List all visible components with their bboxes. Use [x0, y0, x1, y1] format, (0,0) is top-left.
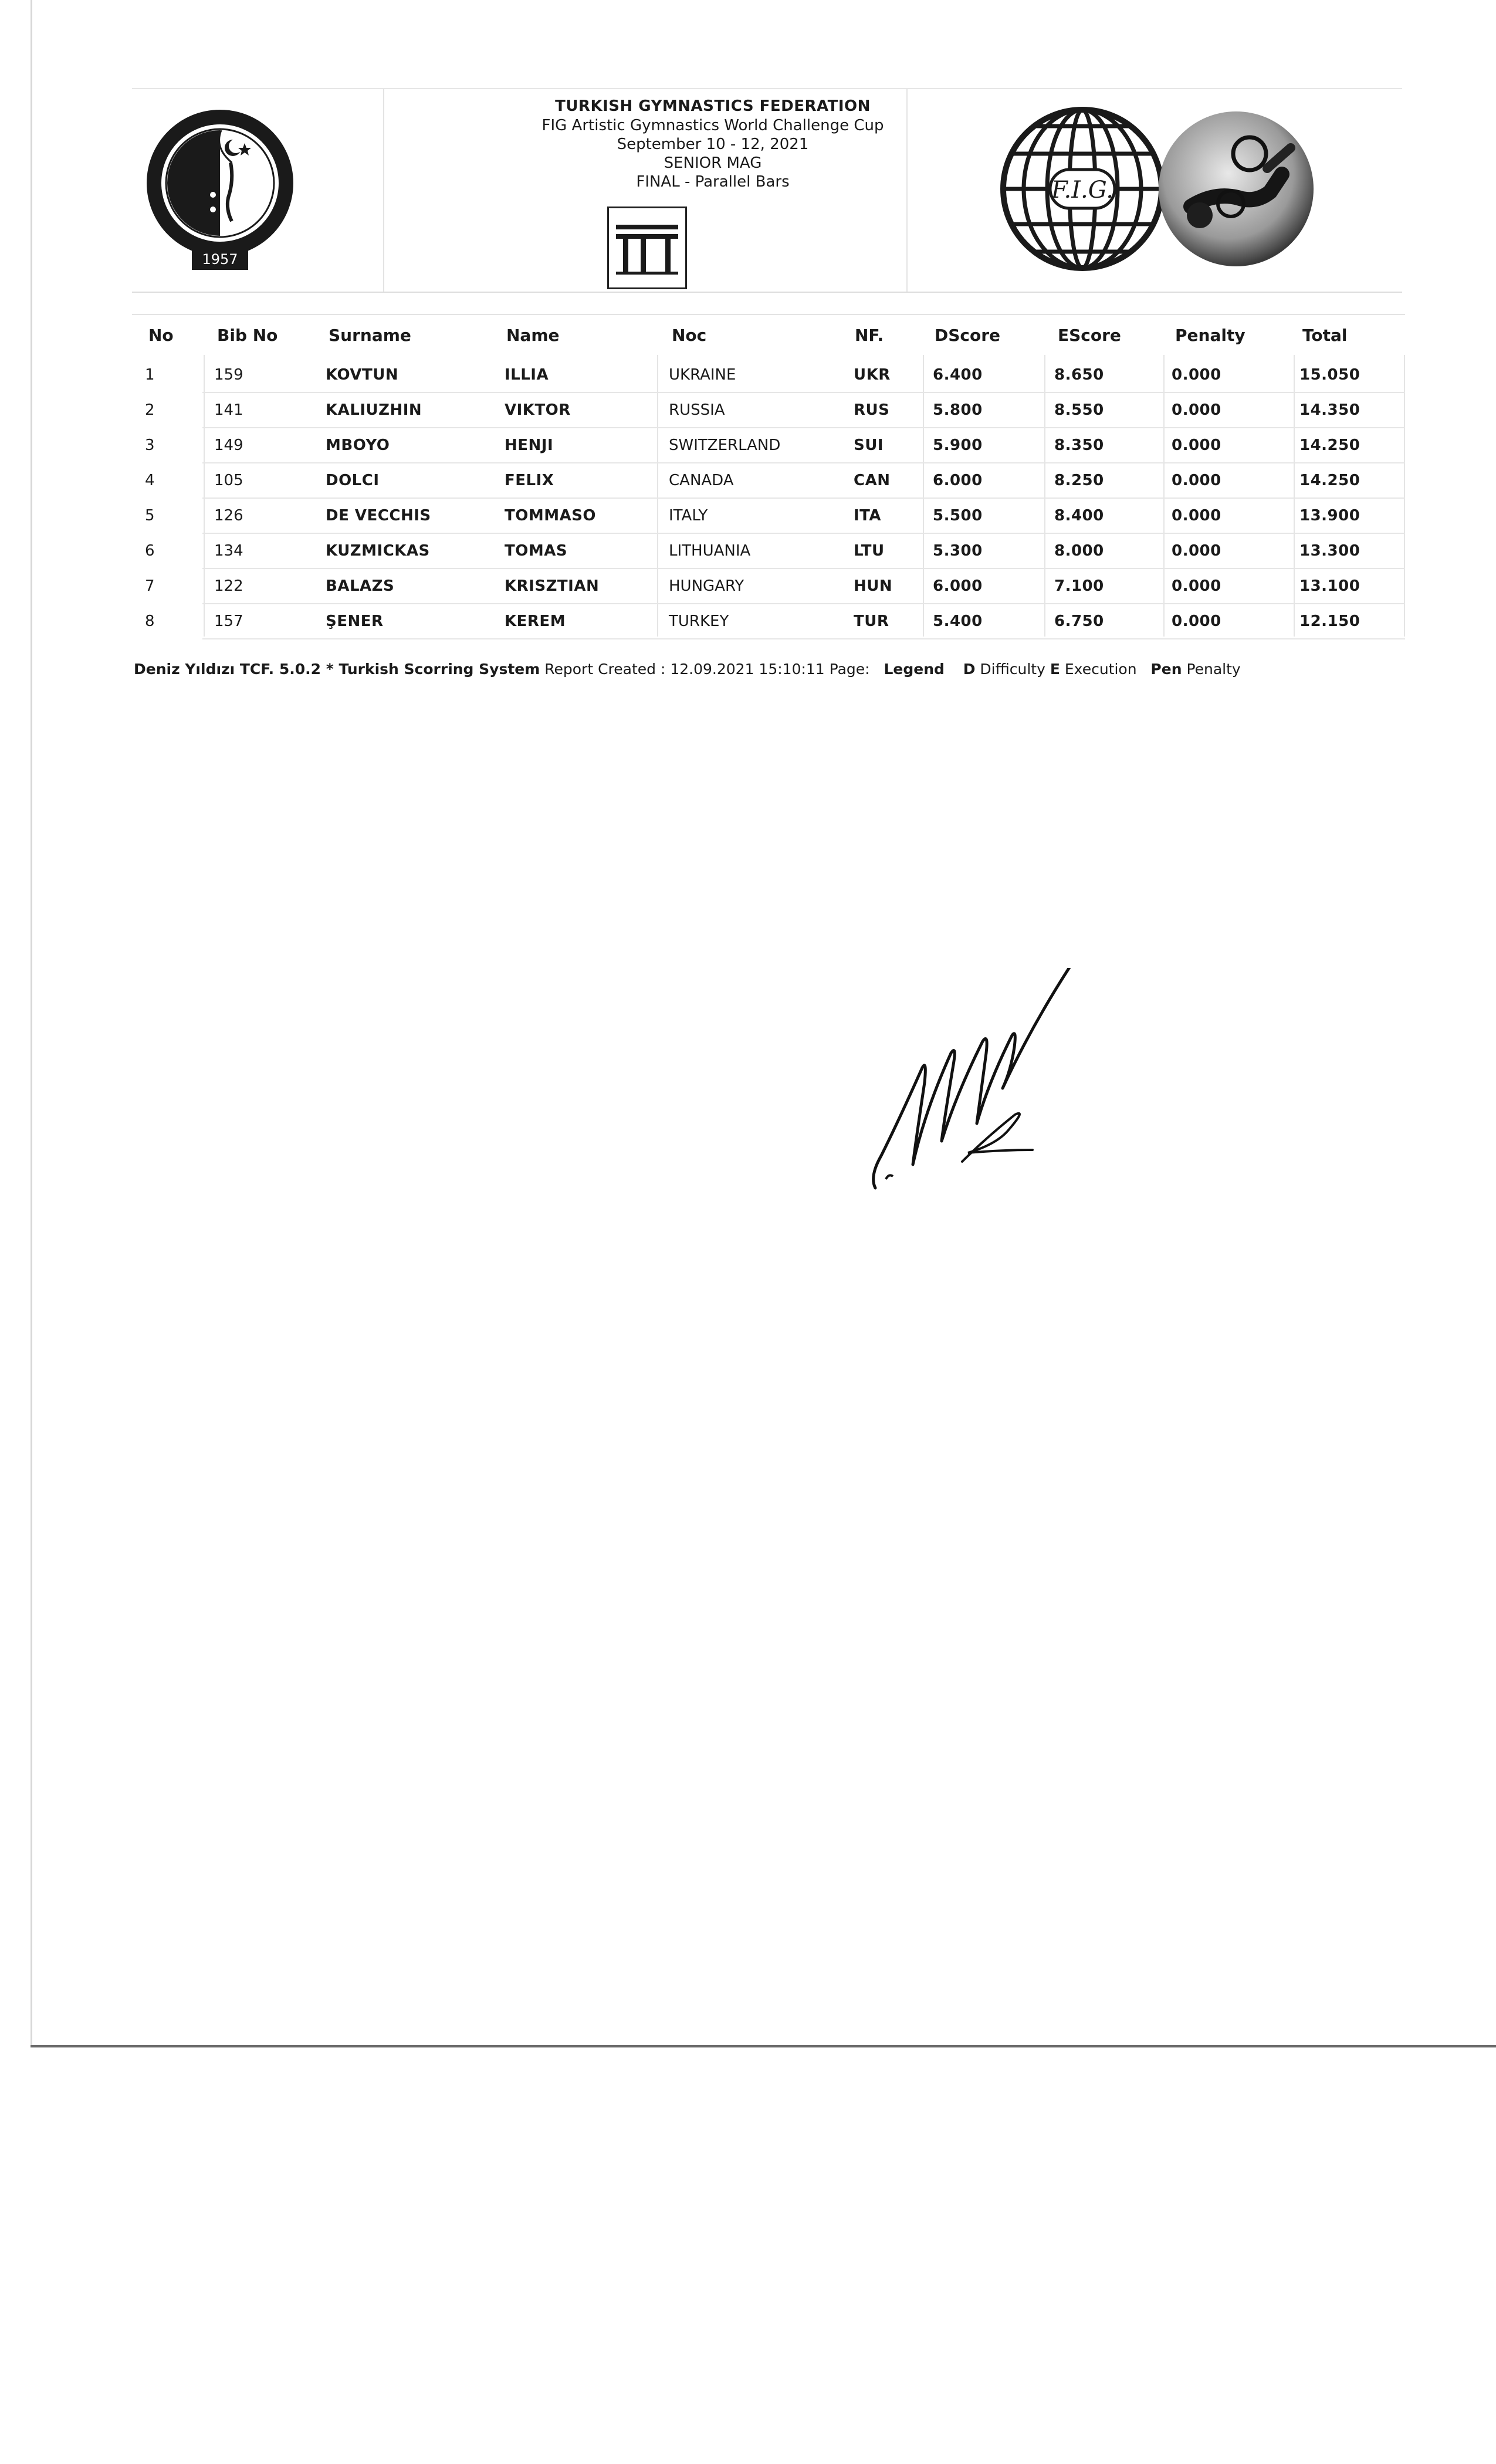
e-score-cell: 6.750: [1054, 612, 1104, 630]
report-footer: [134, 661, 1241, 678]
first-name-cell: KEREM: [505, 612, 566, 630]
penalty-cell: 0.000: [1172, 436, 1221, 454]
nation-code-cell: UKR: [854, 366, 891, 384]
bib-number-cell: 159: [214, 366, 243, 384]
legend-e-text: Execution: [1064, 661, 1137, 678]
total-score-cell: 14.250: [1299, 472, 1360, 489]
penalty-cell: 0.000: [1172, 366, 1221, 384]
country-cell: CANADA: [669, 472, 734, 489]
penalty-cell: 0.000: [1172, 612, 1221, 630]
d-score-cell: 6.000: [933, 577, 983, 595]
legend-pen-key: Pen: [1150, 661, 1182, 678]
rank-cell: 3: [145, 436, 155, 454]
nation-code-cell: SUI: [854, 436, 884, 454]
bib-number-cell: 134: [214, 542, 243, 560]
penalty-cell: 0.000: [1172, 542, 1221, 560]
parallel-bars-icon: [607, 207, 687, 289]
legend-label: Legend: [884, 661, 945, 678]
d-score-cell: 5.900: [933, 436, 983, 454]
first-name-cell: TOMAS: [505, 542, 568, 560]
total-score-cell: 14.350: [1299, 401, 1360, 419]
first-name-cell: FELIX: [505, 472, 554, 489]
table-top-border: [132, 314, 1405, 315]
e-score-cell: 8.350: [1054, 436, 1104, 454]
surname-cell: DOLCI: [326, 472, 380, 489]
first-name-cell: ILLIA: [505, 366, 549, 384]
table-row: [132, 393, 1405, 428]
d-score-cell: 6.400: [933, 366, 983, 384]
scan-edge: [31, 0, 32, 2047]
column-header: Total: [1302, 326, 1348, 345]
penalty-cell: 0.000: [1172, 577, 1221, 595]
rank-cell: 1: [145, 366, 155, 384]
total-score-cell: 12.150: [1299, 612, 1360, 630]
country-cell: UKRAINE: [669, 366, 736, 384]
bib-number-cell: 149: [214, 436, 243, 454]
event-category: SENIOR MAG: [664, 154, 762, 172]
d-score-cell: 5.500: [933, 507, 983, 524]
table-row: [132, 569, 1405, 604]
rank-cell: 7: [145, 577, 155, 595]
software-info: Deniz Yıldızı TCF. 5.0.2 * Turkish Scorring System: [134, 661, 540, 678]
country-cell: TURKEY: [669, 612, 729, 630]
rank-cell: 6: [145, 542, 155, 560]
surname-cell: BALAZS: [326, 577, 395, 595]
first-name-cell: HENJI: [505, 436, 554, 454]
surname-cell: ŞENER: [326, 612, 384, 630]
table-row: [132, 534, 1405, 569]
d-score-cell: 5.400: [933, 612, 983, 630]
column-header: DScore: [935, 326, 1001, 345]
fig-logo-text: F.I.G.: [1051, 177, 1113, 204]
nation-code-cell: LTU: [854, 542, 885, 560]
bib-number-cell: 126: [214, 507, 243, 524]
column-header: Bib No: [217, 326, 278, 345]
column-header: Penalty: [1175, 326, 1245, 345]
handwritten-signature: [862, 968, 1167, 1203]
country-cell: ITALY: [669, 507, 708, 524]
event-name: FIG Artistic Gymnastics World Challenge Cup: [541, 117, 884, 134]
row-divider: [202, 638, 1405, 639]
penalty-cell: 0.000: [1172, 401, 1221, 419]
legend-d-key: D: [963, 661, 976, 678]
column-header: Name: [506, 326, 560, 345]
bib-number-cell: 157: [214, 612, 243, 630]
total-score-cell: 15.050: [1299, 366, 1360, 384]
penalty-cell: 0.000: [1172, 472, 1221, 489]
table-header: [132, 326, 1405, 349]
total-score-cell: 13.100: [1299, 577, 1360, 595]
country-cell: LITHUANIA: [669, 542, 751, 560]
legend-pen-text: Penalty: [1186, 661, 1241, 678]
turkish-gymnastics-federation-logo: [144, 107, 296, 277]
d-score-cell: 5.800: [933, 401, 983, 419]
total-score-cell: 13.300: [1299, 542, 1360, 560]
first-name-cell: TOMMASO: [505, 507, 597, 524]
column-header: No: [148, 326, 174, 345]
legend-e-key: E: [1050, 661, 1060, 678]
table-row: [132, 604, 1405, 639]
legend-d-text: Difficulty: [980, 661, 1045, 678]
bib-number-cell: 141: [214, 401, 243, 419]
nation-code-cell: CAN: [854, 472, 891, 489]
title-block: [384, 96, 1041, 191]
e-score-cell: 8.400: [1054, 507, 1104, 524]
nation-code-cell: HUN: [854, 577, 893, 595]
table-row: [132, 358, 1405, 393]
event-dates: September 10 - 12, 2021: [617, 136, 809, 153]
report-created: Report Created : 12.09.2021 15:10:11 Page:: [544, 661, 870, 678]
federation-title: TURKISH GYMNASTICS FEDERATION: [555, 97, 871, 115]
d-score-cell: 5.300: [933, 542, 983, 560]
nation-code-cell: TUR: [854, 612, 889, 630]
country-cell: HUNGARY: [669, 577, 744, 595]
logo-year: 1957: [202, 251, 238, 268]
column-header: Noc: [672, 326, 707, 345]
table-row: [132, 463, 1405, 499]
gymnast-rings-photo: [1156, 104, 1317, 274]
d-score-cell: 6.000: [933, 472, 983, 489]
total-score-cell: 13.900: [1299, 507, 1360, 524]
penalty-cell: 0.000: [1172, 507, 1221, 524]
scan-edge: [31, 2045, 1496, 2047]
first-name-cell: VIKTOR: [505, 401, 571, 419]
e-score-cell: 8.550: [1054, 401, 1104, 419]
rank-cell: 2: [145, 401, 155, 419]
table-row: [132, 499, 1405, 534]
surname-cell: MBOYO: [326, 436, 390, 454]
first-name-cell: KRISZTIAN: [505, 577, 600, 595]
rank-cell: 4: [145, 472, 155, 489]
column-header: EScore: [1058, 326, 1121, 345]
bib-number-cell: 105: [214, 472, 243, 489]
e-score-cell: 8.650: [1054, 366, 1104, 384]
nation-code-cell: RUS: [854, 401, 890, 419]
event-round: FINAL - Parallel Bars: [636, 173, 790, 191]
rank-cell: 8: [145, 612, 155, 630]
fig-globe-logo: [997, 104, 1167, 274]
report-header: [132, 88, 1402, 293]
rank-cell: 5: [145, 507, 155, 524]
table-row: [132, 428, 1405, 463]
nation-code-cell: ITA: [854, 507, 882, 524]
bib-number-cell: 122: [214, 577, 243, 595]
column-header: NF.: [855, 326, 884, 345]
total-score-cell: 14.250: [1299, 436, 1360, 454]
surname-cell: KOVTUN: [326, 366, 399, 384]
e-score-cell: 8.250: [1054, 472, 1104, 489]
surname-cell: KUZMICKAS: [326, 542, 430, 560]
e-score-cell: 8.000: [1054, 542, 1104, 560]
country-cell: SWITZERLAND: [669, 436, 781, 454]
surname-cell: DE VECCHIS: [326, 507, 431, 524]
column-header: Surname: [329, 326, 411, 345]
e-score-cell: 7.100: [1054, 577, 1104, 595]
country-cell: RUSSIA: [669, 401, 725, 419]
surname-cell: KALIUZHIN: [326, 401, 422, 419]
